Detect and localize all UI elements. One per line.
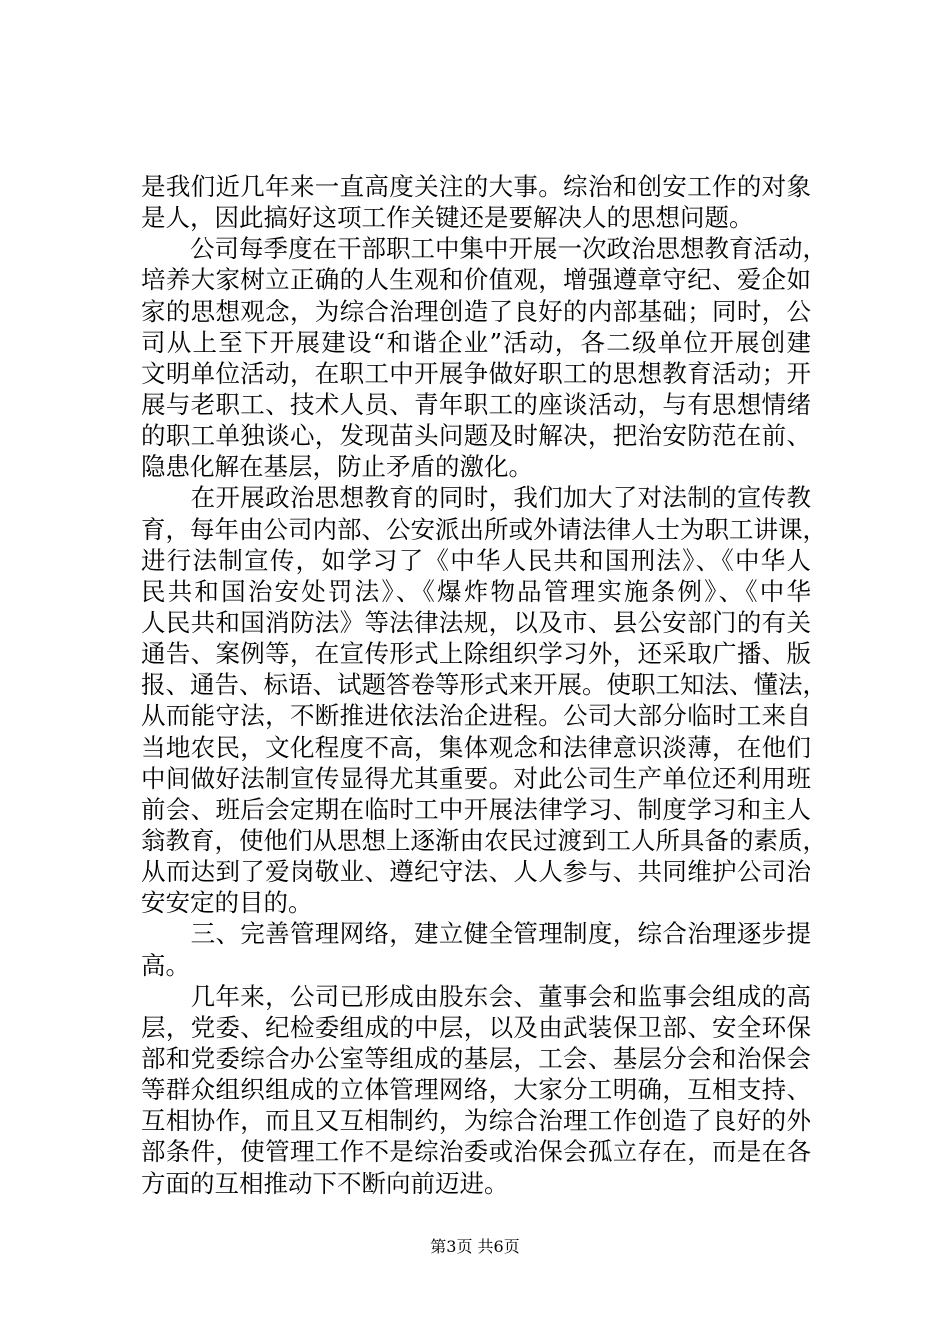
text-line: 文明单位活动，在职工中开展争做好职工的思想教育活动；开	[141, 358, 811, 388]
text-line: 报、通告、标语、试题答卷等形式来开展。使职工知法、懂法，	[141, 670, 827, 700]
text-line: 中间做好法制宣传显得尤其重要。对此公司生产单位还利用班	[141, 763, 811, 793]
page-number-footer: 第3页 共6页	[430, 1237, 520, 1256]
text-line: 从而达到了爱岗敬业、遵纪守法、人人参与、共同维护公司治	[141, 857, 811, 887]
text-line: 几年来，公司已形成由股东会、董事会和监事会组成的高	[141, 981, 811, 1011]
text-line: 互相协作，而且又互相制约，为综合治理工作创造了良好的外	[141, 1106, 811, 1136]
text-line: 当地农民，文化程度不高，集体观念和法律意识淡薄，在他们	[141, 732, 811, 762]
document-body	[141, 171, 827, 1199]
text-line: 隐患化解在基层，防止矛盾的激化。	[141, 452, 533, 482]
text-line: 育，每年由公司内部、公安派出所或外请法律人士为职工讲课，	[141, 514, 827, 544]
text-line: 进行法制宣传，如学习了《中华人民共和国刑法》、《中华人	[141, 545, 811, 575]
text-line: 家的思想观念，为综合治理创造了良好的内部基础；同时，公	[141, 296, 811, 326]
text-line: 通告、案例等，在宣传形式上除组织学习外，还采取广播、版	[141, 639, 811, 669]
section-heading-line: 高。	[141, 950, 190, 980]
text-line: 部条件，使管理工作不是综治委或治保会孤立存在，而是在各	[141, 1137, 811, 1167]
text-line: 是人，因此搞好这项工作关键还是要解决人的思想问题。	[141, 203, 754, 233]
text-line: 人民共和国消防法》等法律法规，以及市、县公安部门的有关	[141, 607, 811, 637]
text-line: 培养大家树立正确的人生观和价值观，增强遵章守纪、爱企如	[141, 265, 811, 295]
text-line: 从而能守法，不断推进依法治企进程。公司大部分临时工来自	[141, 701, 811, 731]
text-line: 的职工单独谈心，发现苗头问题及时解决，把治安防范在前、	[141, 421, 811, 451]
section-heading-line: 三、完善管理网络，建立健全管理制度，综合治理逐步提	[141, 919, 811, 949]
text-line: 前会、班后会定期在临时工中开展法律学习、制度学习和主人	[141, 794, 811, 824]
text-line: 展与老职工、技术人员、青年职工的座谈活动，与有思想情绪	[141, 389, 811, 419]
text-line: 民共和国治安处罚法》、《爆炸物品管理实施条例》、《中华	[141, 576, 811, 606]
text-line: 部和党委综合办公室等组成的基层，工会、基层分会和治保会	[141, 1043, 811, 1073]
text-line: 公司每季度在干部职工中集中开展一次政治思想教育活动，	[141, 234, 827, 264]
text-line: 在开展政治思想教育的同时，我们加大了对法制的宣传教	[141, 483, 811, 513]
text-line: 等群众组织组成的立体管理网络，大家分工明确，互相支持、	[141, 1075, 811, 1105]
text-line: 层，党委、纪检委组成的中层，以及由武装保卫部、安全环保	[141, 1012, 811, 1042]
text-line: 方面的互相推动下不断向前迈进。	[141, 1168, 509, 1198]
text-line: 司从上至下开展建设“和谐企业”活动，各二级单位开展创建	[141, 327, 811, 357]
text-line: 翁教育，使他们从思想上逐渐由农民过渡到工人所具备的素质，	[141, 825, 827, 855]
text-line: 是我们近几年来一直高度关注的大事。综治和创安工作的对象	[141, 172, 811, 201]
text-line: 安安定的目的。	[141, 888, 313, 918]
